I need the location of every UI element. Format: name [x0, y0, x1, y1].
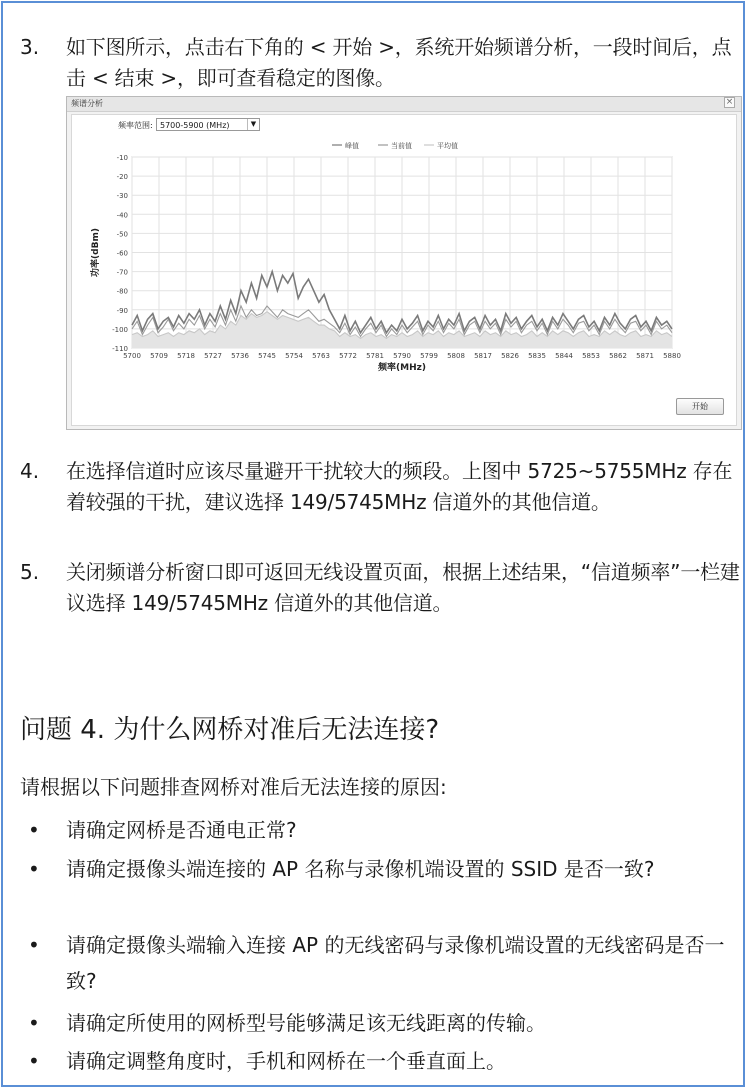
x-tick-label: 5808: [447, 352, 465, 360]
x-tick-label: 5754: [285, 352, 303, 360]
x-tick-label: 5826: [501, 352, 519, 360]
step-number: 5.: [20, 560, 40, 584]
y-tick-label: -10: [116, 154, 128, 162]
x-tick-label: 5817: [474, 352, 492, 360]
list-item: [20, 1005, 740, 1041]
legend-label: 平均值: [437, 142, 458, 150]
x-tick-label: 5772: [339, 352, 357, 360]
window-title: 频谱分析: [71, 99, 103, 108]
x-tick-label: 5718: [177, 352, 195, 360]
frequency-range-value: 5700-5900 (MHz): [160, 121, 230, 130]
x-tick-label: 5700: [123, 352, 141, 360]
close-icon[interactable]: ×: [725, 97, 734, 107]
bullet: •: [28, 1011, 40, 1035]
list-item: [20, 1043, 740, 1079]
x-tick-label: 5736: [231, 352, 249, 360]
list-item-text: 请确定摄像头端输入连接 AP 的无线密码与录像机端设置的无线密码是否一致?: [66, 933, 725, 993]
list-item-text: 请确定网桥是否通电正常?: [66, 818, 297, 842]
y-tick-label: -110: [112, 345, 128, 353]
question-heading: 问题 4. 为什么网桥对准后无法连接?: [20, 715, 440, 745]
step-3: [20, 32, 740, 94]
y-tick-label: -20: [116, 173, 128, 182]
list-item-text: 请确定调整角度时，手机和网桥在一个垂直面上。: [66, 1049, 506, 1073]
x-axis-title: 频率(MHz): [378, 363, 426, 373]
x-tick-label: 5835: [528, 352, 546, 360]
list-item: [20, 851, 740, 887]
step-number: 3.: [20, 35, 40, 59]
frequency-range-select[interactable]: [156, 118, 260, 131]
start-button[interactable]: 开始: [676, 398, 724, 415]
x-tick-label: 5709: [150, 352, 168, 360]
legend-label: 峰值: [345, 142, 359, 150]
step-5: [20, 557, 740, 619]
y-axis-title: 功率(dBm): [91, 228, 101, 277]
bullet: •: [28, 1049, 40, 1073]
x-tick-label: 5880: [663, 352, 681, 360]
y-tick-label: -90: [116, 306, 128, 315]
step-text: 如下图所示，点击右下角的 < 开始 >，系统开始频谱分析，一段时间后，点击 < 结束 >，即可查看稳定的图像。: [66, 35, 732, 90]
bullet: •: [28, 857, 40, 881]
x-tick-label: 5862: [609, 352, 627, 360]
window-titlebar: [67, 97, 741, 112]
list-item: [20, 927, 740, 999]
x-tick-label: 5871: [636, 352, 654, 360]
y-tick-label: -40: [116, 211, 128, 220]
step-text: 在选择信道时应该尽量避开干扰较大的频段。上图中 5725~5755MHz 存在着较强的干扰，建议选择 149/5745MHz 信道外的其他信道。: [66, 459, 733, 514]
step-number: 4.: [20, 459, 40, 483]
y-tick-label: -100: [112, 325, 128, 334]
spectrum-analysis-window: [66, 96, 742, 430]
bullet: •: [28, 818, 40, 842]
x-tick-label: 5727: [204, 352, 222, 360]
chevron-down-icon: ▼: [247, 119, 259, 130]
x-tick-label: 5781: [366, 352, 384, 360]
x-tick-label: 5844: [555, 352, 573, 360]
legend-label: 当前值: [391, 142, 412, 150]
bullet: •: [28, 933, 40, 957]
y-tick-label: -70: [116, 268, 128, 277]
frequency-range-label: 频率范围:: [118, 121, 153, 130]
y-tick-label: -50: [116, 230, 128, 239]
x-tick-label: 5799: [420, 352, 438, 360]
x-tick-label: 5853: [582, 352, 600, 360]
x-tick-label: 5763: [312, 352, 330, 360]
step-text: 关闭频谱分析窗口即可返回无线设置页面，根据上述结果，“信道频率”一栏建议选择 149/5745MHz 信道外的其他信道。: [66, 560, 740, 615]
spectrum-panel: [71, 114, 737, 426]
list-item-text: 请确定所使用的网桥型号能够满足该无线距离的传输。: [66, 1011, 546, 1035]
x-tick-label: 5745: [258, 352, 276, 360]
spectrum-chart: [72, 135, 736, 425]
step-4: [20, 456, 740, 518]
question-intro: 请根据以下问题排查网桥对准后无法连接的原因:: [20, 775, 447, 799]
y-tick-label: -60: [116, 249, 128, 258]
list-item: [20, 812, 740, 848]
y-tick-label: -30: [116, 192, 128, 201]
y-tick-label: -80: [116, 287, 128, 296]
list-item-text: 请确定摄像头端连接的 AP 名称与录像机端设置的 SSID 是否一致?: [66, 857, 655, 881]
x-tick-label: 5790: [393, 352, 411, 360]
